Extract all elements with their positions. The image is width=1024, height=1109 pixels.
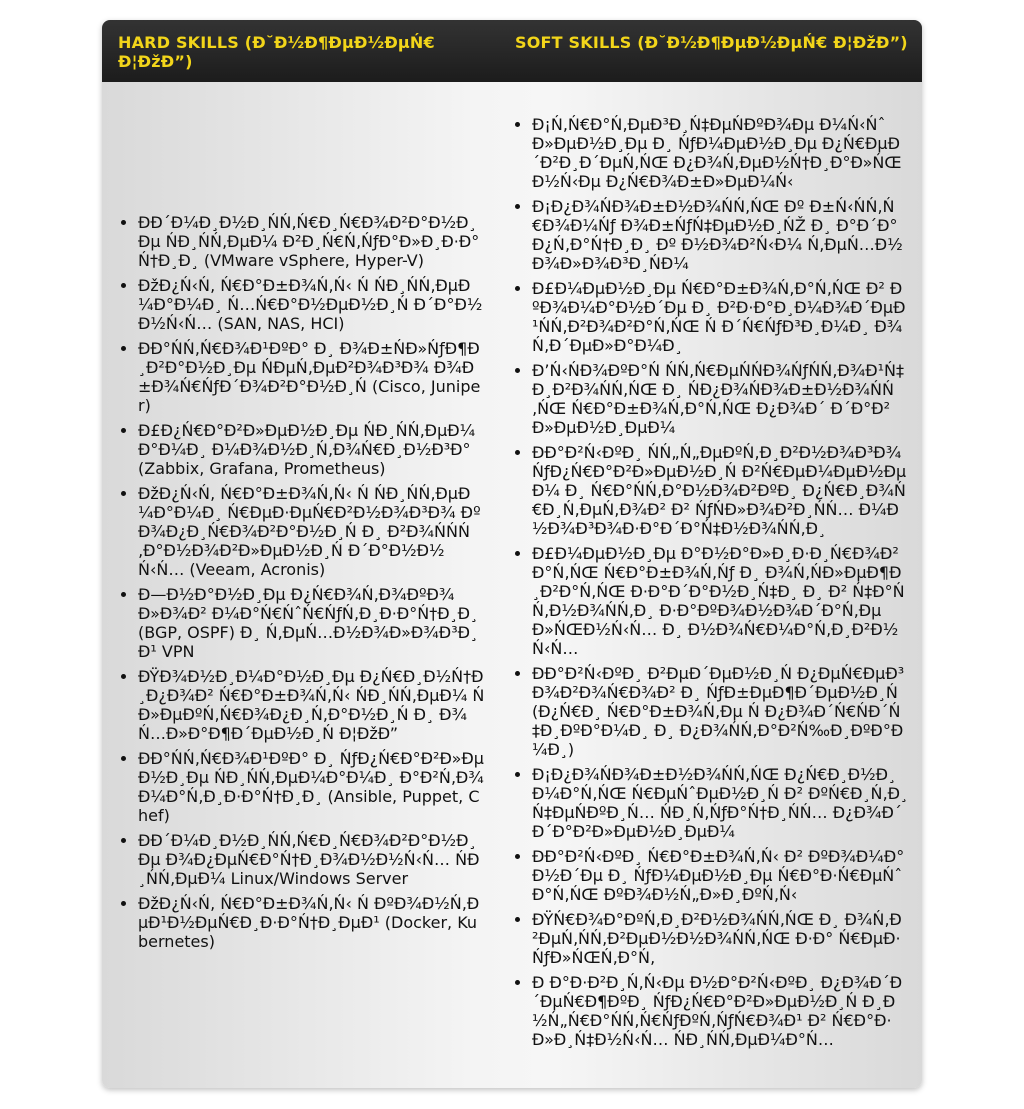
hard-skill-item: ĐĐ°ŃŃ‚Ń€Đ¾Đ¹ĐºĐ° Đ¸ Đ¾Đ±ŃĐ»ŃƒĐ¶Đ¸Đ²Đ°Đ½Đ¸Đµ ŃĐµŃ‚ĐµĐ²Đ¾Đ³Đ¾ Đ¾Đ±Đ¾Ń€ŃƒĐ´Đ¾Đ²Đ°Đ½Đ¸Ń (Cisco, Juniper) bbox=[138, 339, 485, 415]
hard-skill-item: ĐĐ°ŃŃ‚Ń€Đ¾Đ¹ĐºĐ° Đ¸ ŃƒĐ¿Ń€Đ°Đ²Đ»ĐµĐ½Đ¸Đµ ŃĐ¸ŃŃ‚ĐµĐ¼Đ°Đ¼Đ¸ Đ°Đ²Ń‚Đ¾Đ¼Đ°Ń‚Đ¸Đ·Đ°Ń†Đ¸Đ¸ (Ansible, Puppet, Chef) bbox=[138, 749, 484, 825]
hard-skill-item: ĐĐ´Đ¼Đ¸Đ½Đ¸ŃŃ‚Ń€Đ¸Ń€Đ¾Đ²Đ°Đ½Đ¸Đµ ŃĐ¸ŃŃ‚ĐµĐ¼ Đ²Đ¸Ń€Ń‚ŃƒĐ°Đ»Đ¸Đ·Đ°Ń†Đ¸Đ¸ (VMware vSphere, Hyper-V) bbox=[138, 213, 485, 270]
soft-skills-heading: SOFT SKILLS (Đ˘Đ½Đ¶ĐµĐ½ĐµŃ€ Đ¦ĐžĐ”) bbox=[515, 33, 908, 52]
hard-skills-list bbox=[138, 213, 485, 957]
soft-skill-item: ĐĐ°Đ²Ń‹ĐºĐ¸ Đ²ĐµĐ´ĐµĐ½Đ¸Ń Đ¿ĐµŃ€ĐµĐ³Đ¾Đ²Đ¾Ń€Đ¾Đ² Đ¸ ŃƒĐ±ĐµĐ¶Đ´ĐµĐ½Đ¸Ń (Đ¿Ń€Đ¸ Ń€Đ°Đ±Đ¾Ń‚Đµ Ń Đ¿Đ¾Đ´Ń€ŃĐ´Ń‡Đ¸ĐºĐ°Đ¼Đ¸ Đ¸ Đ¿Đ¾ŃŃ‚Đ°Đ²Ń‰Đ¸ĐºĐ°Đ¼Đ¸) bbox=[532, 664, 908, 759]
soft-skill-item: ĐŸŃ€Đ¾Đ°ĐºŃ‚Đ¸Đ²Đ½Đ¾ŃŃ‚ŃŒ Đ¸ Đ¾Ń‚Đ²ĐµŃ‚ŃŃ‚Đ²ĐµĐ½Đ½Đ¾ŃŃ‚ŃŒ Đ·Đ° Ń€ĐµĐ·ŃƒĐ»ŃŒŃ‚Đ°Ń‚ bbox=[532, 910, 908, 967]
soft-skill-item: Đ¡Đ¿Đ¾ŃĐ¾Đ±Đ½Đ¾ŃŃ‚ŃŒ Đ¿Ń€Đ¸Đ½Đ¸Đ¼Đ°Ń‚ŃŒ Ń€ĐµŃˆĐµĐ½Đ¸Ń Đ² ĐºŃ€Đ¸Ń‚Đ¸Ń‡ĐµŃĐºĐ¸Ń… ŃĐ¸Ń‚ŃƒĐ°Ń†Đ¸ŃŃ… Đ¿Đ¾Đ´ Đ´Đ°Đ²Đ»ĐµĐ½Đ¸ĐµĐ¼ bbox=[532, 765, 908, 841]
soft-skill-item: ĐĐ°Đ²Ń‹ĐºĐ¸ Ń€Đ°Đ±Đ¾Ń‚Ń‹ Đ² ĐºĐ¾Đ¼Đ°Đ½Đ´Đµ Đ¸ ŃƒĐ¼ĐµĐ½Đ¸Đµ Ń€Đ°Đ·Ń€ĐµŃˆĐ°Ń‚ŃŒ ĐºĐ¾Đ½Ń„Đ»Đ¸ĐºŃ‚Ń‹ bbox=[532, 847, 908, 904]
hard-skill-item: Đ—Đ½Đ°Đ½Đ¸Đµ Đ¿Ń€Đ¾Ń‚Đ¾ĐºĐ¾Đ»Đ¾Đ² Đ¼Đ°Ń€ŃˆŃ€ŃƒŃ‚Đ¸Đ·Đ°Ń†Đ¸Đ¸ (BGP, OSPF) Đ¸ Ń‚ĐµŃ…Đ½Đ¾Đ»Đ¾Đ³Đ¸Đ¹ VPN bbox=[138, 585, 485, 661]
table-body bbox=[102, 82, 922, 1088]
table-header bbox=[102, 20, 922, 82]
hard-skill-item: ĐžĐ¿Ń‹Ń‚ Ń€Đ°Đ±Đ¾Ń‚Ń‹ Ń ŃĐ¸ŃŃ‚ĐµĐ¼Đ°Đ¼Đ¸ Ń€ĐµĐ·ĐµŃ€Đ²Đ½Đ¾Đ³Đ¾ ĐºĐ¾Đ¿Đ¸Ń€Đ¾Đ²Đ°Đ½Đ¸Ń Đ¸ Đ²Đ¾ŃŃŃ‚Đ°Đ½Đ¾Đ²Đ»ĐµĐ½Đ¸Ń Đ´Đ°Đ½Đ½Ń‹Ń… (Veeam, Acronis) bbox=[138, 484, 485, 579]
soft-skill-item: Đ Đ°Đ·Đ²Đ¸Ń‚Ń‹Đµ Đ½Đ°Đ²Ń‹ĐºĐ¸ Đ¿Đ¾Đ´Đ´ĐµŃ€Đ¶ĐºĐ¸ ŃƒĐ¿Ń€Đ°Đ²Đ»ĐµĐ½Đ¸Ń Đ¸Đ½Ń„Ń€Đ°ŃŃ‚Ń€ŃƒĐºŃ‚ŃƒŃ€Đ¾Đ¹ Đ² Ń€Đ°Đ·Đ»Đ¸Ń‡Đ½Ń‹Ń… ŃĐ¸ŃŃ‚ĐµĐ¼Đ°Ń… bbox=[532, 973, 908, 1049]
hard-skill-item: Đ£Đ¿Ń€Đ°Đ²Đ»ĐµĐ½Đ¸Đµ ŃĐ¸ŃŃ‚ĐµĐ¼Đ°Đ¼Đ¸ Đ¼Đ¾Đ½Đ¸Ń‚Đ¾Ń€Đ¸Đ½Đ³Đ° (Zabbix, Grafana, Prometheus) bbox=[138, 421, 485, 478]
soft-skills-list bbox=[532, 115, 908, 1055]
soft-skill-item: Đ¡Đ¿Đ¾ŃĐ¾Đ±Đ½Đ¾ŃŃ‚ŃŒ Đº Đ±Ń‹ŃŃ‚Ń€Đ¾Đ¼Ńƒ Đ¾Đ±ŃƒŃ‡ĐµĐ½Đ¸ŃŽ Đ¸ Đ°Đ´Đ°Đ¿Ń‚Đ°Ń†Đ¸Đ¸ Đº Đ½Đ¾Đ²Ń‹Đ¼ Ń‚ĐµŃ…Đ½Đ¾Đ»Đ¾Đ³Đ¸ŃĐ¼ bbox=[532, 197, 908, 273]
hard-skills-column bbox=[102, 82, 499, 1088]
soft-skill-item: Đ£Đ¼ĐµĐ½Đ¸Đµ Ń€Đ°Đ±Đ¾Ń‚Đ°Ń‚ŃŒ Đ² ĐºĐ¾Đ¼Đ°Đ½Đ´Đµ Đ¸ Đ²Đ·Đ°Đ¸Đ¼Đ¾Đ´ĐµĐ¹ŃŃ‚Đ²Đ¾Đ²Đ°Ń‚ŃŒ Ń Đ´Ń€ŃƒĐ³Đ¸Đ¼Đ¸ Đ¾Ń‚Đ´ĐµĐ»Đ°Đ¼Đ¸ bbox=[532, 279, 908, 355]
hard-skill-item: ĐžĐ¿Ń‹Ń‚ Ń€Đ°Đ±Đ¾Ń‚Ń‹ Ń ŃĐ¸ŃŃ‚ĐµĐ¼Đ°Đ¼Đ¸ Ń…Ń€Đ°Đ½ĐµĐ½Đ¸Ń Đ´Đ°Đ½Đ½Ń‹Ń… (SAN, NAS, HCI) bbox=[138, 276, 485, 333]
soft-skill-item: Đ£Đ¼ĐµĐ½Đ¸Đµ Đ°Đ½Đ°Đ»Đ¸Đ·Đ¸Ń€Đ¾Đ²Đ°Ń‚ŃŒ Ń€Đ°Đ±Đ¾Ń‚Ńƒ Đ¸ Đ¾Ń‚ŃĐ»ĐµĐ¶Đ¸Đ²Đ°Ń‚ŃŒ Đ·Đ°Đ´Đ°Đ½Đ¸Ń‡Đ¸ Đ¸ Đ² Ń‡Đ°ŃŃ‚Đ½Đ¾ŃŃ‚Đ¸ Đ·Đ°ĐºĐ¾Đ½Đ¾Đ´Đ°Ń‚ĐµĐ»ŃŒĐ½Ń‹Ń… Đ¸ Đ½Đ¾Ń€Đ¼Đ°Ń‚Đ¸Đ²Đ½Ń‹Ń… bbox=[532, 544, 908, 658]
hard-skill-item: ĐĐ´Đ¼Đ¸Đ½Đ¸ŃŃ‚Ń€Đ¸Ń€Đ¾Đ²Đ°Đ½Đ¸Đµ Đ¾Đ¿ĐµŃ€Đ°Ń†Đ¸Đ¾Đ½Đ½Ń‹Ń… ŃĐ¸ŃŃ‚ĐµĐ¼ Linux/Windows Server bbox=[138, 831, 485, 888]
hard-skill-item: ĐŸĐ¾Đ½Đ¸Đ¼Đ°Đ½Đ¸Đµ Đ¿Ń€Đ¸Đ½Ń†Đ¸Đ¿Đ¾Đ² Ń€Đ°Đ±Đ¾Ń‚Ń‹ ŃĐ¸ŃŃ‚ĐµĐ¼ ŃĐ»ĐµĐºŃ‚Ń€Đ¾Đ¿Đ¸Ń‚Đ°Đ½Đ¸Ń Đ¸ Đ¾Ń…Đ»Đ°Đ¶Đ´ĐµĐ½Đ¸Ń Đ¦ĐžĐ” bbox=[138, 667, 485, 743]
soft-skill-item: Đ¡Ń‚Ń€Đ°Ń‚ĐµĐ³Đ¸Ń‡ĐµŃĐºĐ¾Đµ Đ¼Ń‹ŃˆĐ»ĐµĐ½Đ¸Đµ Đ¸ ŃƒĐ¼ĐµĐ½Đ¸Đµ Đ¿Ń€ĐµĐ´Đ²Đ¸Đ´ĐµŃ‚ŃŒ Đ¿Đ¾Ń‚ĐµĐ½Ń†Đ¸Đ°Đ»ŃŒĐ½Ń‹Đµ Đ¿Ń€Đ¾Đ±Đ»ĐµĐ¼Ń‹ bbox=[532, 115, 908, 191]
soft-skills-column bbox=[499, 82, 922, 1088]
hard-skill-item: ĐžĐ¿Ń‹Ń‚ Ń€Đ°Đ±Đ¾Ń‚Ń‹ Ń ĐºĐ¾Đ½Ń‚ĐµĐ¹Đ½ĐµŃ€Đ¸Đ·Đ°Ń†Đ¸ĐµĐ¹ (Docker, Kubernetes) bbox=[138, 894, 485, 951]
soft-skill-item: ĐĐ°Đ²Ń‹ĐºĐ¸ ŃŃ„Ń„ĐµĐºŃ‚Đ¸Đ²Đ½Đ¾Đ³Đ¾ ŃƒĐ¿Ń€Đ°Đ²Đ»ĐµĐ½Đ¸Ń Đ²Ń€ĐµĐ¼ĐµĐ½ĐµĐ¼ Đ¸ Ń€Đ°ŃŃ‚Đ°Đ½Đ¾Đ²ĐºĐ¸ Đ¿Ń€Đ¸Đ¾Ń€Đ¸Ń‚ĐµŃ‚Đ¾Đ² Đ² ŃƒŃĐ»Đ¾Đ²Đ¸ŃŃ… Đ¼Đ½Đ¾Đ³Đ¾Đ·Đ°Đ´Đ°Ń‡Đ½Đ¾ŃŃ‚Đ¸ bbox=[532, 443, 907, 538]
skills-table bbox=[102, 20, 922, 1088]
soft-skill-item: Đ’Ń‹ŃĐ¾ĐºĐ°Ń ŃŃ‚Ń€ĐµŃŃĐ¾ŃƒŃŃ‚Đ¾Đ¹Ń‡Đ¸Đ²Đ¾ŃŃ‚ŃŒ Đ¸ ŃĐ¿Đ¾ŃĐ¾Đ±Đ½Đ¾ŃŃ‚ŃŒ Ń€Đ°Đ±Đ¾Ń‚Đ°Ń‚ŃŒ Đ¿Đ¾Đ´ Đ´Đ°Đ²Đ»ĐµĐ½Đ¸ĐµĐ¼ bbox=[532, 361, 908, 437]
hard-skills-heading: HARD SKILLS (Đ˘Đ½Đ¶ĐµĐ½ĐµŃ€ Đ¦ĐžĐ”) bbox=[118, 33, 435, 71]
